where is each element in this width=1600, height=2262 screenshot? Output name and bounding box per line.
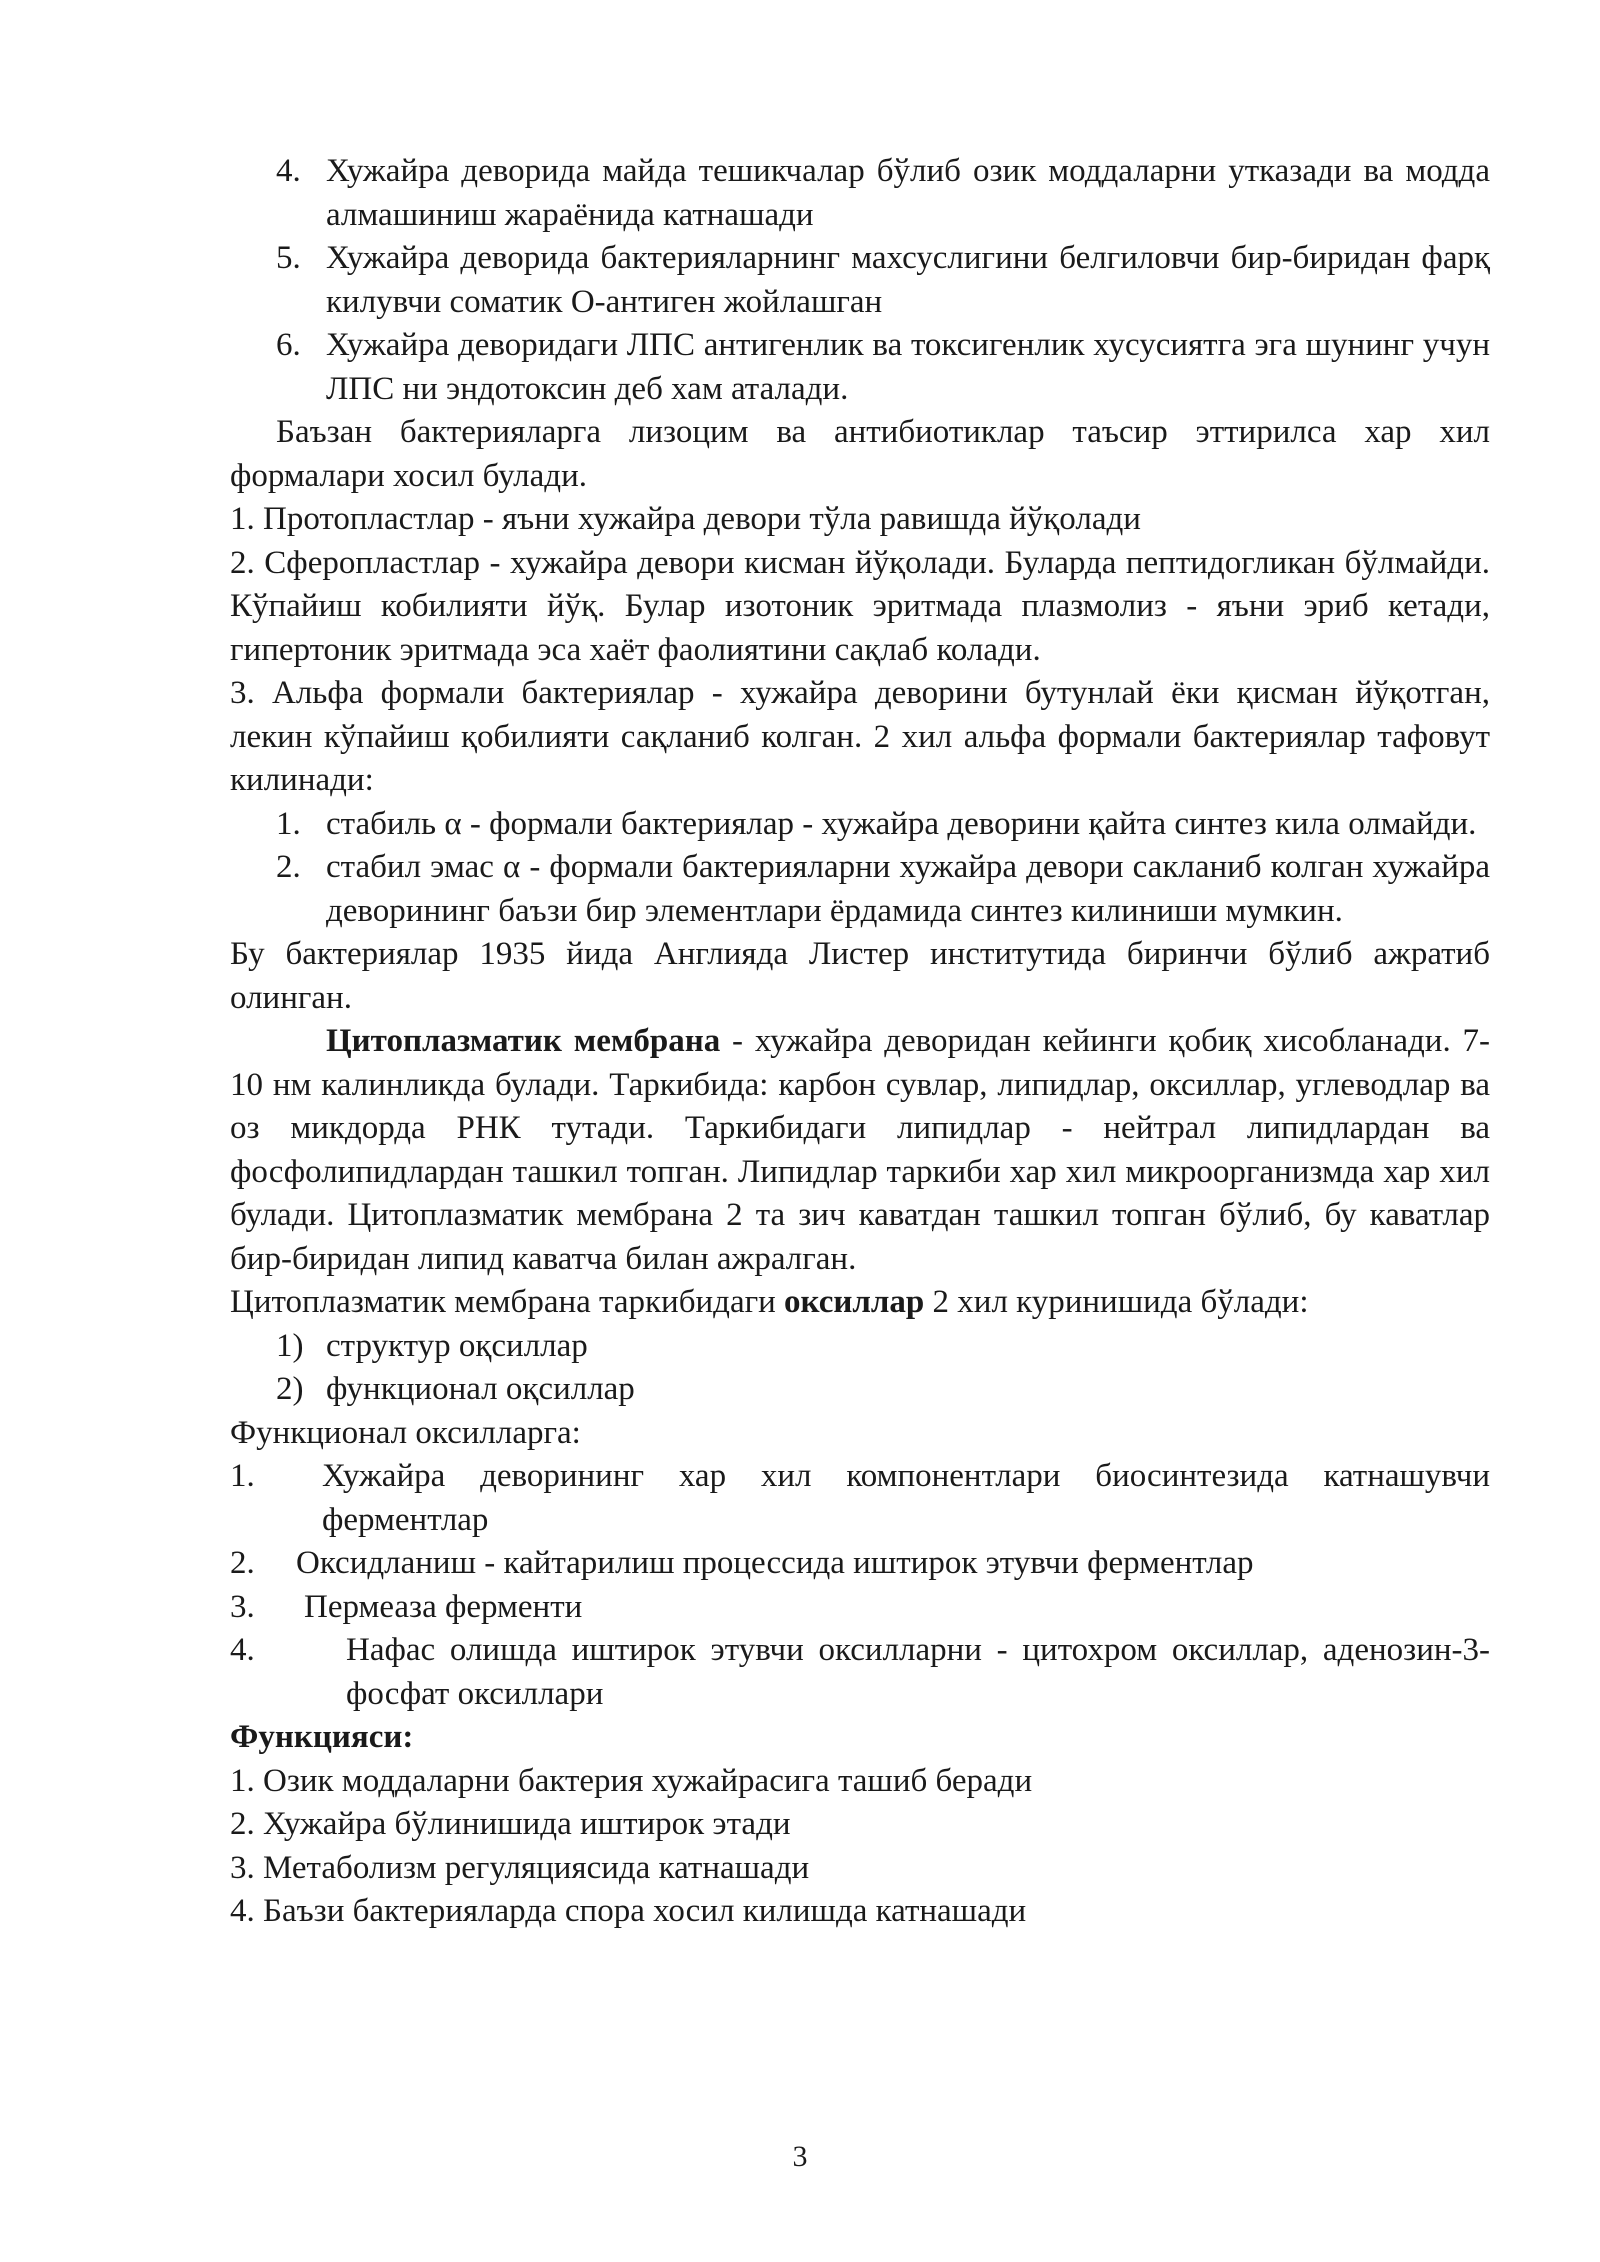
proteins-term: оксиллар	[784, 1284, 925, 1320]
forms-list	[230, 498, 1490, 803]
list-item: 2. стабил эмас α - формали бактерияларни хужайра девори сакланиб колган хужайра деворининг баъзи бир элементлари ёрдамида синтез килиниши мумкин.	[276, 849, 1490, 929]
page-number: 3	[792, 2140, 808, 2173]
cell-wall-list	[230, 150, 1490, 411]
list-item: 3. Метаболизм регуляциясида катнашади	[230, 1849, 810, 1886]
paragraph-proteins: Цитоплазматик мембрана таркибидаги оксиллар 2 хил куринишида бўлади:	[230, 1284, 1309, 1320]
list-item: 2) функционал оқсиллар	[276, 1371, 635, 1407]
functions-title: Функцияси:	[230, 1719, 414, 1755]
paragraph-lysozyme: Баъзан бактерияларга лизоцим ва антибиотиклар таъсир эттирилса хар хил формалари хосил булади.	[230, 414, 1490, 494]
list-item: 3. Пермеаза ферменти	[230, 1588, 583, 1625]
alpha-forms-list	[230, 803, 1490, 934]
list-item: 4. Хужайра деворида майда тешикчалар бўлиб озик моддаларни утказади ва модда алмашиниш жараёнида катнашади	[276, 153, 1490, 233]
list-item: 2. Сферопластлар - хужайра девори кисман йўқолади. Буларда пептидогликан бўлмайди. Кўпайиш кобилияти йўқ. Булар изотоник эритмада плазмолиз - яъни эриб кетади, гипертоник эритмада эса хаёт фаолиятини сақлаб колади.	[230, 544, 1491, 668]
document-page	[230, 150, 1490, 1934]
paragraph-membrane: Цитоплазматик мембрана - хужайра деворидан кейинги қобиқ хисобланади. 7-10 нм калинликда булади. Таркибида: карбон сувлар, липидлар, оксиллар, углеводлар ва оз микдорда РНК тутади. Таркибидаги липидлар - нейтрал липидлардан ва фосфолипидлардан ташкил топган. Липидлар таркиби хар хил микроорганизмда хар хил булади. Цитоплазматик мембрана 2 та зич каватдан ташкил топган бўлиб, бу каватлар бир-биридан липид каватча билан ажралган.	[230, 1023, 1490, 1277]
list-item: 4. Баъзи бактерияларда спора хосил килишда катнашади	[230, 1893, 1027, 1929]
list-item: 5. Хужайра деворида бактерияларнинг махсуслигини белгиловчи бир-биридан фарқ килувчи соматик О-антиген жойлашган	[276, 240, 1490, 320]
functions-list	[230, 1760, 1490, 1934]
list-item: 6. Хужайра деворидаги ЛПС антигенлик ва токсигенлик хусусиятга эга шунинг учун ЛПС ни эндотоксин деб хам аталади.	[276, 327, 1490, 407]
list-item: 1) структур оқсиллар	[276, 1327, 588, 1364]
list-item: 1. Озик моддаларни бактерия хужайрасига ташиб беради	[230, 1762, 1033, 1799]
paragraph-lister: Бу бактериялар 1935 йида Англияда Листер институтида биринчи бўлиб ажратиб олинган.	[230, 936, 1490, 1016]
list-item: 3. Альфа формали бактериялар - хужайра деворини бутунлай ёки қисман йўқотган, лекин кўпайиш қобилияти сақланиб колган. 2 хил альфа формали бактериялар тафовут килинади:	[230, 675, 1490, 798]
list-item: 1. стабиль α - формали бактериялар - хужайра деворини қайта синтез кила олмайди.	[276, 805, 1477, 842]
list-item: 1. Хужайра деворининг хар хил компонентлари биосинтезида катнашувчи ферментлар	[230, 1458, 1490, 1538]
membrane-term: Цитоплазматик мембрана	[326, 1023, 721, 1059]
list-item: 4. Нафас олишда иштирок этувчи оксилларни - цитохром оксиллар, аденозин-3-фосфат оксиллари	[230, 1632, 1490, 1712]
list-item: 2. Хужайра бўлинишида иштирок этади	[230, 1806, 791, 1842]
functional-title: Функционал оксилларга:	[230, 1414, 581, 1451]
list-item: 1. Протопластлар - яъни хужайра девори тўла равишда йўқолади	[230, 501, 1141, 537]
list-item: 2. Оксидланиш - кайтарилиш процессида иштирок этувчи ферментлар	[230, 1545, 1254, 1581]
protein-types-list	[230, 1325, 1490, 1412]
functional-list	[230, 1455, 1490, 1716]
